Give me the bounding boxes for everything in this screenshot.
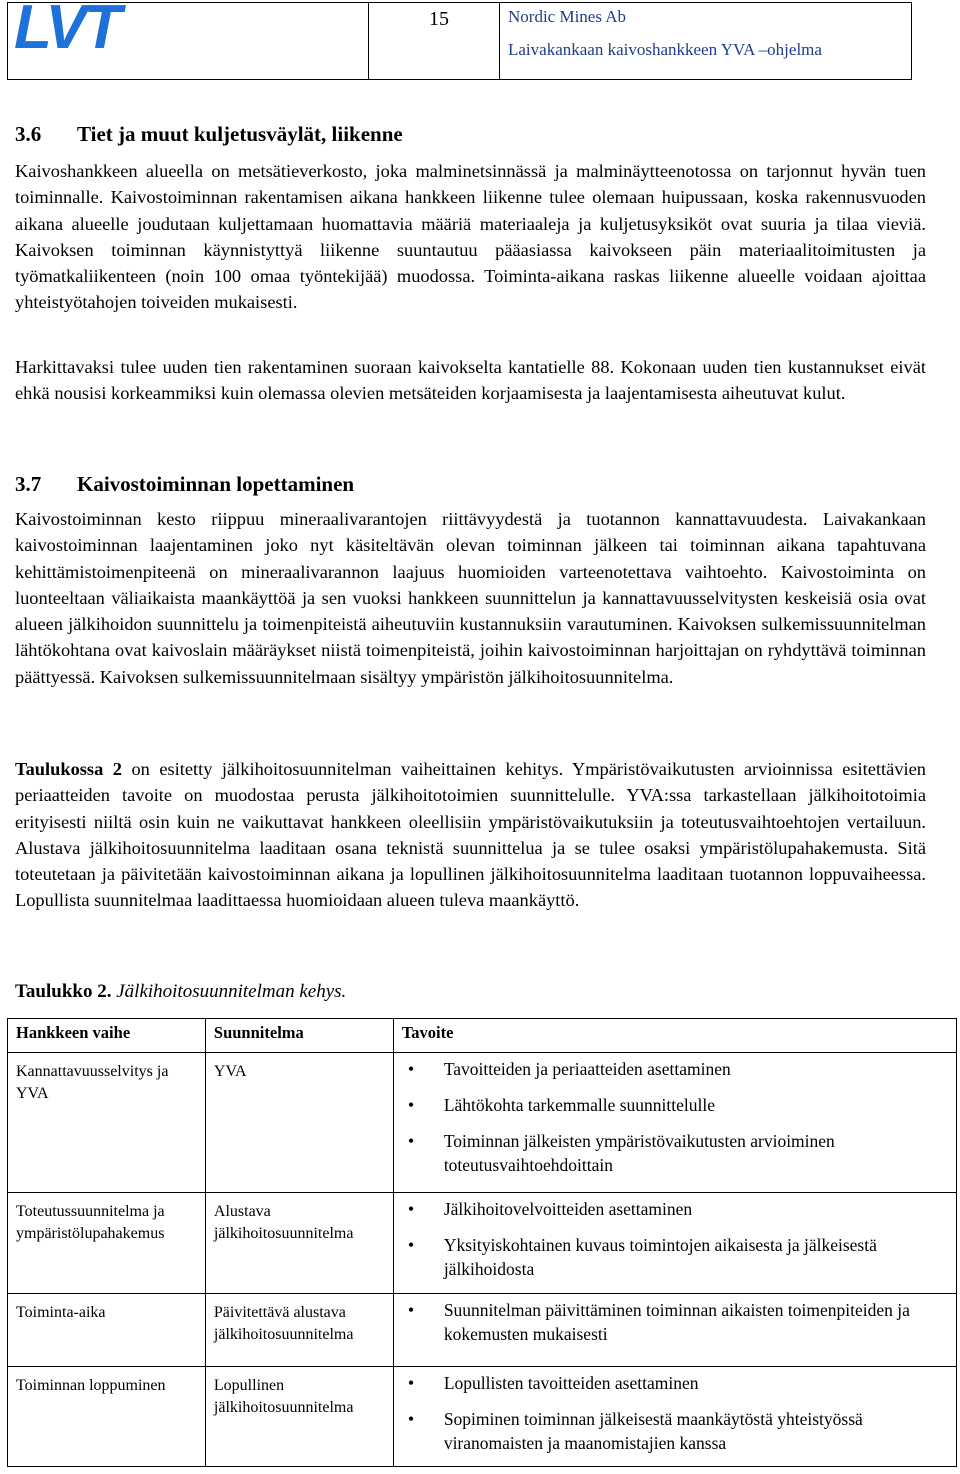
- phase-cell: Toiminnan loppuminen: [8, 1367, 206, 1467]
- list-item: • Tavoitteiden ja periaatteiden asettaminen: [406, 1057, 950, 1081]
- section-heading-3-7: [15, 472, 354, 497]
- lvt-logo: LVT: [14, 0, 119, 62]
- paragraph: Harkittavaksi tulee uuden tien rakentaminen suoraan kaivokselta kantatielle 88. Kokonaan uuden tien kustannukset eivät ehkä nousisi korkeammiksi kuin olemassa olevien metsäteiden korjaamisesta ja laajentamisesta aiheutuvat kulut.: [15, 357, 926, 404]
- list-item: • Toiminnan jälkeisten ympäristövaikutusten arvioiminen toteutusvaihtoehdoittain: [406, 1129, 950, 1177]
- table-caption-text: Jälkihoitosuunnitelman kehys.: [116, 981, 347, 1002]
- page-number-cell: [368, 2, 500, 80]
- paragraph: [15, 756, 926, 914]
- column-header: Tavoite: [393, 1019, 956, 1053]
- phase-cell: Toiminta-aika: [8, 1294, 206, 1367]
- paragraph-text: on esitetty jälkihoitosuunnitelman vaiheittainen kehitys. Ympäristövaikutusten arvioinnissa esitettävien periaatteiden tavoite on muodostaa perusta jälkihoitotoimien suunnittelulle. YVA:ssa tarkastellaan jälkihoitotoimia erityisesti niiltä osin kuin ne vaikuttavat hankkeen oleellisiin ympäristövaikutuksiin ja toteutusvaihtoehtojen vertailuun. Alustava jälkihoitosuunnitelma laaditaan osana teknistä suunnittelua ja se tulee osaksi ympäristölupahakemusta. Sitä toteutetaan ja päivitetään kaivostoiminnan aikana ja lopullinen jälkihoitosuunnitelma laaditaan tuotannon loppuvaiheessa. Lopullista suunnitelmaa laadittaessa huomioidaan alueen tuleva maankäyttö.: [15, 759, 926, 911]
- paragraph: Kaivoshankkeen alueella on metsätieverkosto, joka malminetsinnässä ja malminäytteenotossa on tarjonnut hyvän tuen toiminnalle. Kaivostoiminnan rakentamisen aikana hankkeen liikenne tulee olemaan huipussaan, koska rakennusvuoden aikana alueelle joudutaan kuljettamaan huomattavia määriä materiaaleja ja kuljetusyksiköt ovat suuria ja tilaa vieviä. Kaivoksen toiminnan käynnistyttyä liikenne suuntautuu pääasiassa kaivokseen päin materiaalitoimitusten ja työmatkaliikenteen (noin 100 omaa työntekijää) muodossa. Toiminta-aikana raskas liikenne alueelle voidaan ajoittaa yhteistyötahojen toiveiden mukaisesti.: [15, 161, 926, 313]
- section-heading-3-6: [15, 122, 403, 147]
- table-caption-label: Taulukko 2.: [15, 981, 112, 1002]
- page-header: [7, 2, 911, 80]
- project-title: Laivakankaan kaivoshankkeen YVA –ohjelma: [508, 40, 822, 59]
- document-info-cell: [500, 2, 912, 80]
- section-title: Tiet ja muut kuljetusväylät, liikenne: [77, 122, 403, 146]
- company-name: Nordic Mines Ab: [508, 7, 627, 26]
- table-row: [8, 1053, 957, 1193]
- plan-cell: Alustava jälkihoitosuunnitelma: [205, 1193, 393, 1294]
- page-number: 15: [429, 8, 449, 30]
- section-number: 3.6: [15, 122, 42, 146]
- plan-cell: YVA: [205, 1053, 393, 1193]
- list-item: • Yksityiskohtainen kuvaus toimintojen aikaisesta ja jälkeisestä jälkihoidosta: [406, 1233, 950, 1281]
- list-item: • Suunnitelman päivittäminen toiminnan aikaisten toimenpiteiden ja kokemusten mukaisesti: [406, 1298, 950, 1346]
- goals-cell: [393, 1294, 956, 1367]
- table-header-row: [8, 1019, 957, 1053]
- plan-cell: Päivitettävä alustava jälkihoitosuunnitelma: [205, 1294, 393, 1367]
- table-row: [8, 1193, 957, 1294]
- table-reference: Taulukossa 2: [15, 759, 122, 779]
- list-item: • Jälkihoitovelvoitteiden asettaminen: [406, 1197, 950, 1221]
- plan-cell: Lopullinen jälkihoitosuunnitelma: [205, 1367, 393, 1467]
- table-row: [8, 1294, 957, 1367]
- table-caption: [15, 981, 346, 1003]
- logo-cell: [7, 2, 368, 80]
- goals-cell: [393, 1053, 956, 1193]
- table-row: [8, 1367, 957, 1467]
- phase-cell: Toteutussuunnitelma ja ympäristölupahakemus: [8, 1193, 206, 1294]
- goals-cell: [393, 1193, 956, 1294]
- list-item: • Lopullisten tavoitteiden asettaminen: [406, 1371, 950, 1395]
- goals-cell: [393, 1367, 956, 1467]
- column-header: Hankkeen vaihe: [8, 1019, 206, 1053]
- paragraph: Kaivostoiminnan kesto riippuu mineraalivarantojen riittävyydestä ja tuotannon kannattavuudesta. Laivakankaan kaivostoiminnan laajentaminen joko nyt käsiteltävän olevan toiminnan jälkeen tai toiminnan aikana tapahtuvana kehittämistoimenpiteenä on mineraalivarannon laajuus huomioiden varteenotettava vaihtoehto. Kaivostoiminta on luonteeltaan väliaikaista maankäyttöä ja sen vuoksi hankkeen suunnittelun ja kannattavuusselvitysten keskeisiä osia ovat alueen jälkihoidon suunnittelu ja toimenpiteistä aiheutuviin kustannuksiin varautuminen. Kaivoksen sulkemissuunnitelman lähtökohtana ovat kaivoslain määräykset niistä toimenpiteistä, joihin kaivostoiminnan harjoittajan on ryhdyttävä toiminnan päättyessä. Kaivoksen sulkemissuunnitelmaan sisältyy ympäristön jälkihoitosuunnitelma.: [15, 509, 926, 687]
- list-item: • Sopiminen toiminnan jälkeisestä maankäytöstä yhteistyössä viranomaisten ja maanomistajien kanssa: [406, 1407, 950, 1455]
- aftercare-plan-table: [7, 1018, 957, 1467]
- section-title: Kaivostoiminnan lopettaminen: [77, 472, 355, 496]
- list-item: • Lähtökohta tarkemmalle suunnittelulle: [406, 1093, 950, 1117]
- phase-cell: Kannattavuusselvitys ja YVA: [8, 1053, 206, 1193]
- section-number: 3.7: [15, 472, 42, 496]
- column-header: Suunnitelma: [205, 1019, 393, 1053]
